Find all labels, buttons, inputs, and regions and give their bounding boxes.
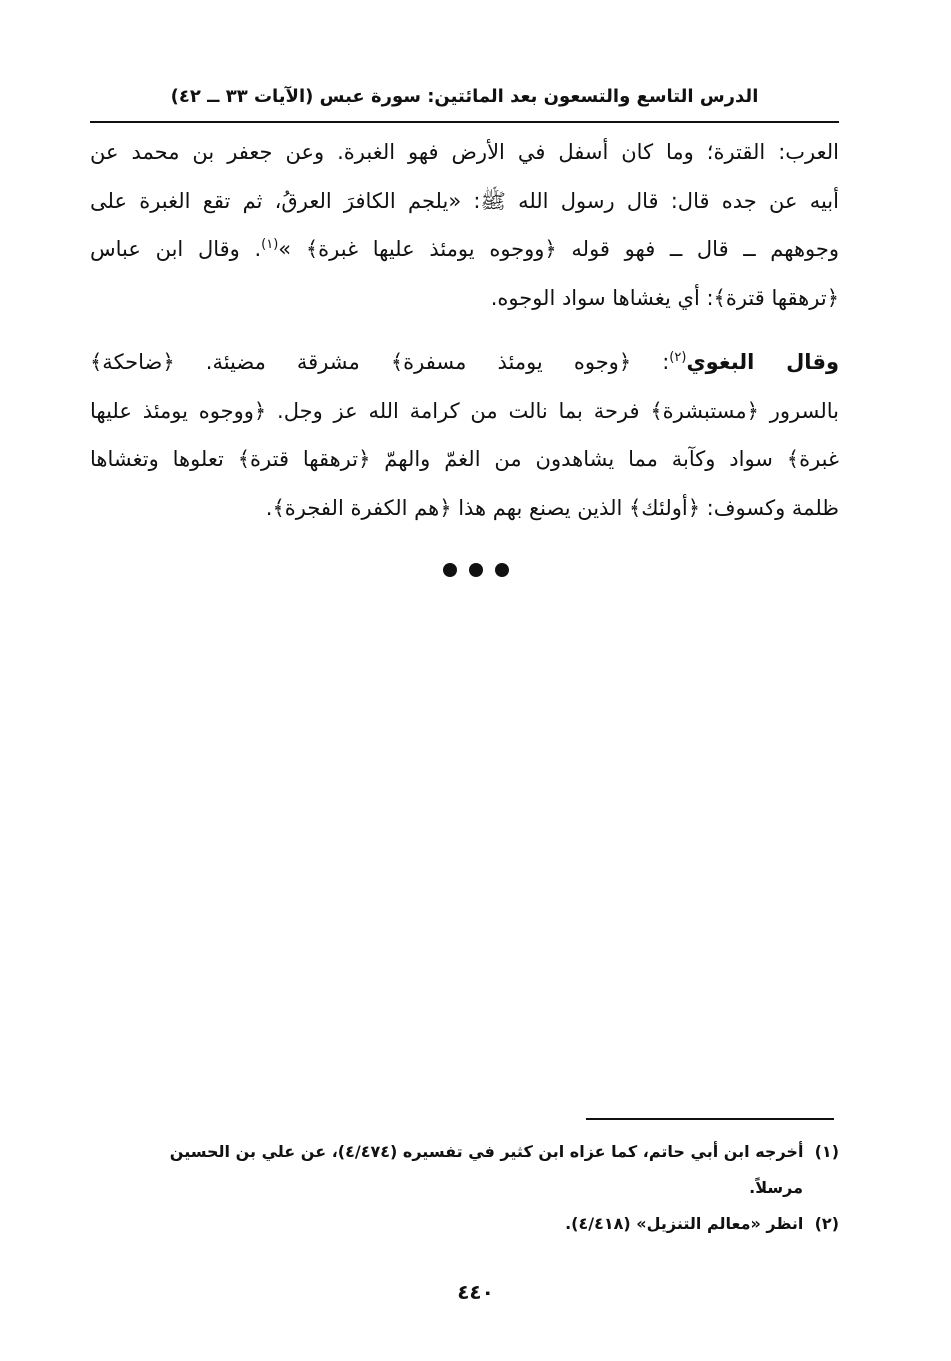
header-rule (90, 121, 839, 123)
footnote-1 (90, 1134, 839, 1170)
separator-dot (495, 563, 509, 577)
section-separator (0, 562, 951, 581)
author-name-baghawi: وقال البغوي (686, 350, 839, 374)
paragraph-2-line-1-text: : ﴿وجوه يومئذ مسفرة﴾ مشرقة مضيئة. ﴿ضاحكة﴾ (90, 350, 670, 374)
paragraph-1-line-3 (90, 225, 839, 274)
footnote-2-number: (٢) (814, 1214, 839, 1233)
footnote-ref-1: (١) (261, 237, 279, 252)
body-text (90, 128, 839, 532)
footnote-2-text: انظر «معالم التنزيل» (٤/٤١٨). (565, 1214, 804, 1233)
footnote-1-continuation: مرسلاً. (749, 1178, 803, 1197)
paragraph-1-line-3-text: وجوههم ــ قال ــ فهو قوله ﴿ووجوه يومئذ عليها غبرة﴾ » (278, 237, 839, 261)
footnote-2 (90, 1206, 839, 1242)
paragraph-2-line-4: ظلمة وكسوف: ﴿أولئك﴾ الذين يصنع بهم هذا ﴿هم الكفرة الفجرة﴾. (265, 495, 839, 520)
footnote-1-number: (١) (814, 1142, 839, 1161)
paragraph-1-line-4: ﴿ترهقها قترة﴾: أي يغشاها سواد الوجوه. (490, 285, 839, 310)
footnote-rule (586, 1118, 834, 1120)
paragraph-2-line-3: غبرة﴾ سواد وكآبة مما يشاهدون من الغمّ والهمّ ﴿ترهقها قترة﴾ تعلوها وتغشاها (90, 447, 839, 471)
paragraph-2 (90, 338, 839, 532)
paragraph-1-line-1: العرب: القترة؛ وما كان أسفل في الأرض فهو الغبرة. وعن جعفر بن محمد عن (90, 140, 839, 164)
running-header: الدرس التاسع والتسعون بعد المائتين: سورة عبس (الآيات ٣٣ ــ ٤٢) (170, 86, 759, 107)
paragraph-1-line-3-tail: . وقال ابن عباس (90, 237, 262, 261)
paragraph-2-line-1 (90, 338, 839, 387)
page-number: ٤٤٠ (457, 1280, 494, 1304)
footnote-ref-2: (٢) (669, 350, 687, 365)
separator-dot (469, 563, 483, 577)
separator-dot (443, 563, 457, 577)
paragraph-1 (90, 128, 839, 322)
footnote-1-text: أخرجه ابن أبي حاتم، كما عزاه ابن كثير في تفسيره (٤/٤٧٤)، عن علي بن الحسين (169, 1142, 804, 1161)
paragraph-1-line-2: أبيه عن جده قال: قال رسول الله ﷺ: «يلجم الكافرَ العرقُ، ثم تقع الغبرة على (90, 188, 839, 213)
paragraph-2-line-2: بالسرور ﴿مستبشرة﴾ فرحة بما نالت من كرامة الله عز وجل. ﴿ووجوه يومئذ عليها (90, 398, 839, 423)
footnotes (90, 1134, 839, 1242)
